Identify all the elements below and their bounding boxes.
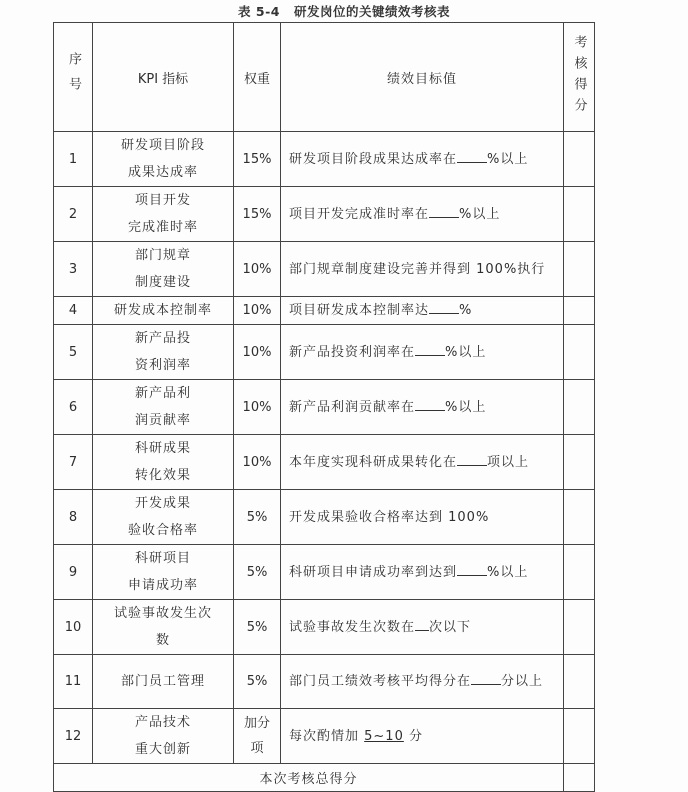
table-row — [54, 297, 595, 325]
kpi-table — [53, 22, 595, 792]
row-kpi: 研发项目阶段 成果达成率 — [93, 132, 234, 187]
header-weight: 权重 — [234, 23, 281, 132]
row-seq: 6 — [54, 380, 93, 435]
row-weight: 15% — [234, 187, 281, 242]
row-seq: 4 — [54, 297, 93, 325]
row-weight: 5% — [234, 600, 281, 655]
row-score-cell[interactable] — [564, 709, 595, 764]
row-weight: 10% — [234, 435, 281, 490]
table-row — [54, 132, 595, 187]
row-score-cell[interactable] — [564, 545, 595, 600]
row-seq: 11 — [54, 655, 93, 709]
row-weight: 15% — [234, 132, 281, 187]
row-kpi: 新产品利 润贡献率 — [93, 380, 234, 435]
row-weight: 10% — [234, 297, 281, 325]
row-score-cell[interactable] — [564, 325, 595, 380]
table-row — [54, 655, 595, 709]
table-row — [54, 325, 595, 380]
row-score-cell[interactable] — [564, 187, 595, 242]
row-seq: 10 — [54, 600, 93, 655]
row-seq: 3 — [54, 242, 93, 297]
table-row — [54, 187, 595, 242]
row-kpi: 开发成果 验收合格率 — [93, 490, 234, 545]
row-seq: 1 — [54, 132, 93, 187]
table-row — [54, 435, 595, 490]
table-row — [54, 490, 595, 545]
header-target: 绩效目标值 — [281, 23, 564, 132]
table-row — [54, 600, 595, 655]
row-kpi: 项目开发 完成准时率 — [93, 187, 234, 242]
row-weight: 5% — [234, 655, 281, 709]
row-seq: 8 — [54, 490, 93, 545]
table-row — [54, 709, 595, 764]
total-score-cell[interactable] — [564, 764, 595, 792]
row-target: 每次酌情加 5~10 分 — [281, 709, 564, 764]
row-target: 新产品利润贡献率在 %以上 — [281, 380, 564, 435]
row-kpi: 部门规章 制度建设 — [93, 242, 234, 297]
row-target: 部门规章制度建设完善并得到 100%执行 — [281, 242, 564, 297]
header-row — [54, 23, 595, 132]
table-row — [54, 242, 595, 297]
header-kpi: KPI 指标 — [93, 23, 234, 132]
row-weight: 10% — [234, 242, 281, 297]
row-kpi: 新产品投 资利润率 — [93, 325, 234, 380]
row-score-cell[interactable] — [564, 242, 595, 297]
row-weight: 5% — [234, 545, 281, 600]
row-seq: 12 — [54, 709, 93, 764]
header-score: 考核得分 — [564, 23, 595, 132]
row-score-cell[interactable] — [564, 132, 595, 187]
row-weight: 10% — [234, 325, 281, 380]
row-seq: 7 — [54, 435, 93, 490]
table-number: 表 5-4 — [238, 4, 280, 19]
row-weight: 加分 项 — [234, 709, 281, 764]
row-seq: 2 — [54, 187, 93, 242]
row-score-cell[interactable] — [564, 380, 595, 435]
table-row — [54, 545, 595, 600]
row-weight: 5% — [234, 490, 281, 545]
row-target: 本年度实现科研成果转化在 项以上 — [281, 435, 564, 490]
row-score-cell[interactable] — [564, 435, 595, 490]
total-row — [54, 764, 595, 792]
row-target: 科研项目申请成功率到达到 %以上 — [281, 545, 564, 600]
table-row — [54, 380, 595, 435]
row-kpi: 试验事故发生次 数 — [93, 600, 234, 655]
row-score-cell[interactable] — [564, 655, 595, 709]
row-kpi: 产品技术 重大创新 — [93, 709, 234, 764]
row-kpi: 部门员工管理 — [93, 655, 234, 709]
bonus-range: 5~10 — [364, 728, 404, 744]
row-score-cell[interactable] — [564, 490, 595, 545]
table-title: 研发岗位的关键绩效考核表 — [293, 4, 450, 19]
row-kpi: 科研成果 转化效果 — [93, 435, 234, 490]
row-score-cell[interactable] — [564, 600, 595, 655]
row-target: 开发成果验收合格率达到 100% — [281, 490, 564, 545]
row-kpi: 研发成本控制率 — [93, 297, 234, 325]
row-seq: 9 — [54, 545, 93, 600]
row-target: 部门员工绩效考核平均得分在 分以上 — [281, 655, 564, 709]
header-seq: 序号 — [54, 23, 93, 132]
row-score-cell[interactable] — [564, 297, 595, 325]
row-target: 项目开发完成准时率在 %以上 — [281, 187, 564, 242]
total-score-label: 本次考核总得分 — [54, 764, 564, 792]
row-kpi: 科研项目 申请成功率 — [93, 545, 234, 600]
row-seq: 5 — [54, 325, 93, 380]
row-target: 新产品投资利润率在 %以上 — [281, 325, 564, 380]
row-target: 试验事故发生次数在 次以下 — [281, 600, 564, 655]
row-target: 项目研发成本控制率达 % — [281, 297, 564, 325]
table-caption — [0, 2, 688, 20]
row-weight: 10% — [234, 380, 281, 435]
row-target: 研发项目阶段成果达成率在 %以上 — [281, 132, 564, 187]
